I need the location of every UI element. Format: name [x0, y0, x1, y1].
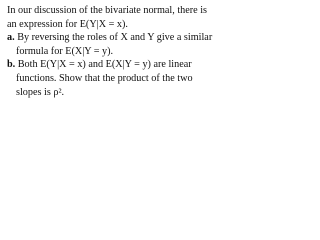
part-a-label: a.	[7, 32, 15, 44]
part-b-text-1: Both E(Y|X = x) and E(X|Y = y) are linear	[17, 59, 192, 71]
part-a-line-1	[7, 31, 253, 45]
part-b-label: b.	[7, 59, 16, 71]
part-b-line-2: functions. Show that the product of the two	[16, 72, 193, 84]
part-b-line-3: slopes is ρ².	[16, 86, 65, 98]
part-a-text-1: By reversing the roles of X and Y give a similar	[17, 32, 213, 44]
intro-line-2: an expression for E(Y|X = x).	[7, 18, 128, 30]
part-a-line-2: formula for E(X|Y = y).	[16, 45, 114, 57]
exercise-text	[0, 0, 260, 114]
part-b-line-1	[7, 58, 253, 72]
intro-line-1: In our discussion of the bivariate normal, there is	[7, 5, 208, 16]
